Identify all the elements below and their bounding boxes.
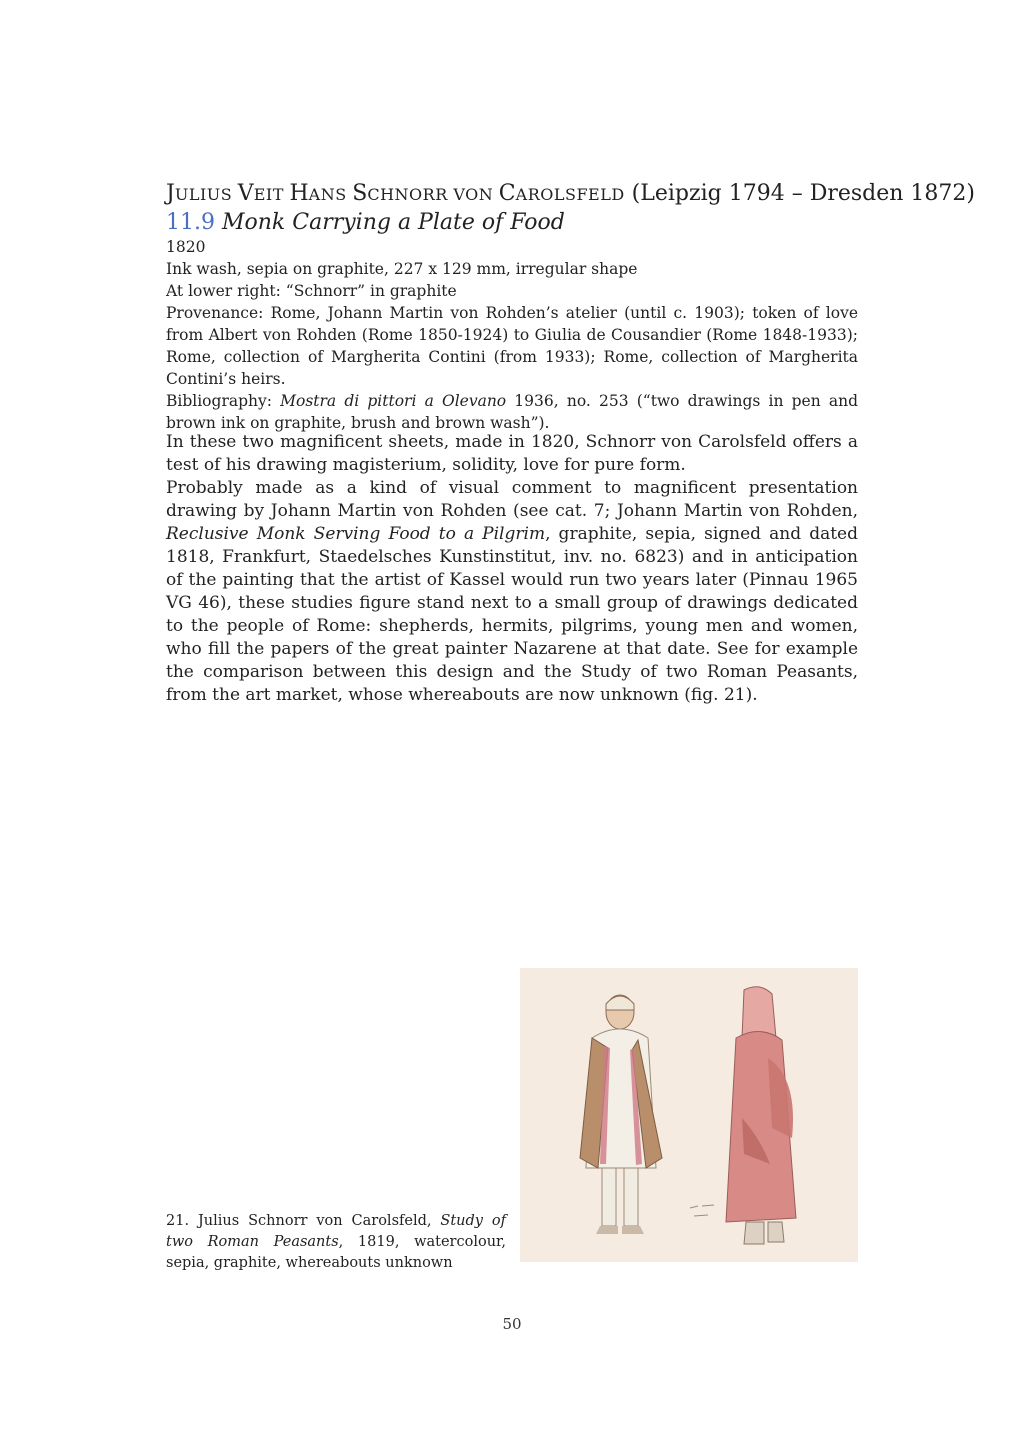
artwork-title-line xyxy=(166,209,866,237)
catalogue-number: 11.9 xyxy=(166,210,215,235)
essay-paragraph-2 xyxy=(166,477,858,707)
caption-text: , 1819, watercolour, sepia, graphite, whereabouts unknown xyxy=(166,1234,506,1271)
artist-name-part: AROLSFELD xyxy=(515,185,625,204)
artwork-metadata xyxy=(166,236,858,434)
artwork-technique: Ink wash, sepia on graphite, 227 x 129 mm, irregular shape xyxy=(166,260,638,278)
artist-initial: S xyxy=(352,181,368,206)
artist-name-part: ANS xyxy=(308,185,353,204)
essay-text-part: Probably made as a kind of visual comment to magnificent presentation drawing by Johann Martin von Rohden (see cat. 7; Johann Martin von Rohden, xyxy=(166,478,858,521)
artist-initial: H xyxy=(289,181,309,206)
caption-title: Study of two Roman Peasants xyxy=(166,1213,506,1250)
paper-background xyxy=(520,968,858,1262)
artwork-title: Monk Carrying a Plate of Food xyxy=(221,210,565,235)
bibliography-label: Bibliography: xyxy=(166,392,281,410)
artist-initial: J xyxy=(166,181,175,206)
artist-name-part: EIT xyxy=(253,185,290,204)
artwork-provenance: Provenance: Rome, Johann Martin von Rohden’s atelier (until c. 1903); token of love from Albert von Rohden (Rome 1850-1924) to Giulia de Cousandier (Rome 1848-1933); Rome, collection of Margherita Contini (from 1933); Rome, collection of Margherita Contini’s heirs. xyxy=(166,304,858,388)
artwork-inscription: At lower right: “Schnorr” in graphite xyxy=(166,282,457,300)
bibliography-title: Mostra di pittori a Olevano xyxy=(280,392,507,410)
cited-artwork-title: Reclusive Monk Serving Food to a Pilgrim xyxy=(166,524,546,544)
bibliography-details: 1936, no. 253 (“two drawings in pen and brown ink on graphite, brush and brown wash”). xyxy=(166,392,858,432)
artist-initial: V xyxy=(237,181,254,206)
essay-text xyxy=(166,431,858,707)
page-number: 50 xyxy=(502,1315,522,1333)
artist-name-part: ULIUS xyxy=(174,185,238,204)
artist-initial: C xyxy=(498,181,516,206)
artwork-date: 1820 xyxy=(166,238,206,256)
caption-text: 21. Julius Schnorr von Carolsfeld, xyxy=(166,1213,441,1229)
essay-text-part: , graphite, sepia, signed and dated 1818, Frankfurt, Staedelsches Kunstinstitut, inv. no. 6823) and in anticipation of the painting that the artist of Kassel would run two years later (Pinnau 1965 VG 46), these studies figure stand next to a small group of drawings dedicated to the people of Rome: shepherds, hermits, pilgrims, young men and women, who fill the papers of the great painter Nazarene at that date. See for example the comparison between this design and the Study of two Roman Peasants, from the art market, whose whereabouts are now unknown (fig. 21). xyxy=(166,524,858,705)
artist-dates: (Leipzig 1794 – Dresden 1872) xyxy=(624,181,975,206)
entry-header xyxy=(166,180,975,237)
artwork-bibliography xyxy=(166,390,858,434)
figure-image xyxy=(520,968,858,1262)
artist-heading xyxy=(166,180,975,209)
figure-caption xyxy=(166,1211,506,1274)
essay-paragraph-1: In these two magnificent sheets, made in 1820, Schnorr von Carolsfeld offers a test of his drawing magisterium, solidity, love for pure form. xyxy=(166,432,858,475)
watercolour-drawing xyxy=(520,968,858,1262)
artist-name-part: CHNORR VON xyxy=(367,185,499,204)
